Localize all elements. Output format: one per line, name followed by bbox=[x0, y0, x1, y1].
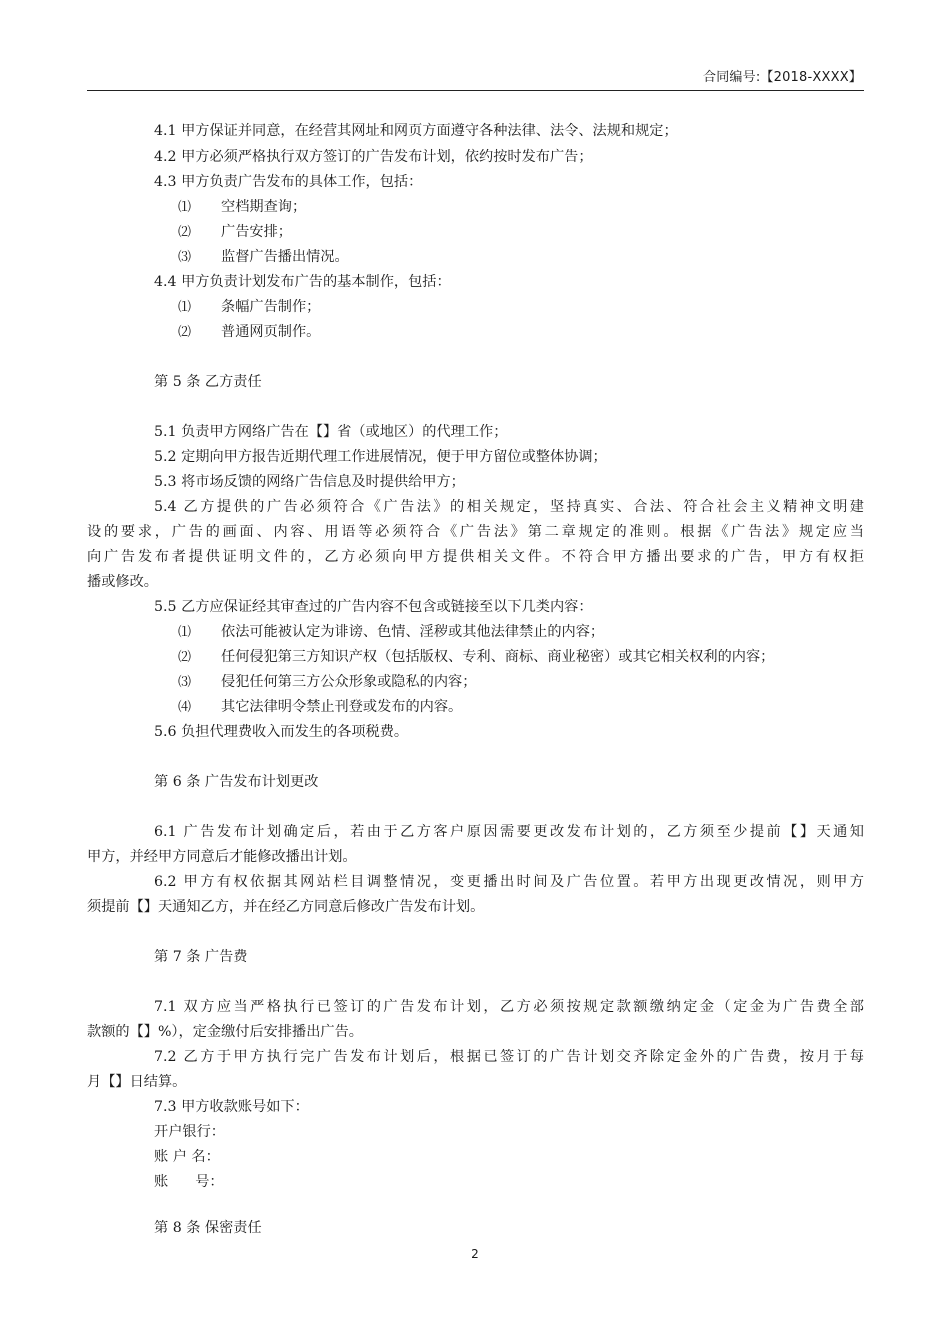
section-5-title: 第 5 条 乙方责任 bbox=[154, 374, 262, 390]
page-number: 2 bbox=[471, 1247, 479, 1261]
bank-label: 开户银行： bbox=[154, 1124, 225, 1140]
list-number: ⑵ bbox=[178, 225, 192, 240]
contract-number: 合同编号:【2018-XXXX】 bbox=[703, 70, 862, 85]
clause-7-1-line1: 7.1 双方应当严格执行已签订的广告发布计划，乙方必须按规定款额缴纳定金（定金为广告费全部 bbox=[154, 999, 864, 1015]
clause-4-3: 4.3 甲方负责广告发布的具体工作，包括： bbox=[154, 174, 423, 190]
list-item: 监督广告播出情况。 bbox=[221, 249, 349, 265]
clause-5-3: 5.3 将市场反馈的网络广告信息及时提供给甲方； bbox=[154, 474, 465, 490]
list-number: ⑶ bbox=[178, 250, 192, 265]
clause-7-2-line2: 月【】日结算。 bbox=[87, 1074, 187, 1090]
clause-6-2-line2: 须提前【】天通知乙方，并在经乙方同意后修改广告发布计划。 bbox=[87, 899, 485, 915]
list-item: 任何侵犯第三方知识产权（包括版权、专利、商标、商业秘密）或其它相关权利的内容； bbox=[221, 649, 775, 665]
account-number-label: 账 号： bbox=[154, 1174, 224, 1190]
list-number: ⑴ bbox=[178, 300, 192, 315]
list-item: 广告安排； bbox=[221, 224, 292, 240]
page-header bbox=[87, 66, 864, 91]
clause-4-2: 4.2 甲方必须严格执行双方签订的广告发布计划，依约按时发布广告； bbox=[154, 149, 593, 165]
list-item: 侵犯任何第三方公众形象或隐私的内容； bbox=[221, 674, 477, 690]
clause-6-2-line1: 6.2 甲方有权依据其网站栏目调整情况，变更播出时间及广告位置。若甲方出现更改情况，则甲方 bbox=[154, 874, 864, 890]
clause-4-4: 4.4 甲方负责计划发布广告的基本制作，包括： bbox=[154, 274, 451, 290]
section-8-title: 第 8 条 保密责任 bbox=[154, 1220, 262, 1236]
clause-5-4-line1: 5.4 乙方提供的广告必须符合《广告法》的相关规定，坚持真实、合法、符合社会主义精神文明建 bbox=[154, 499, 864, 515]
clause-5-1: 5.1 负责甲方网络广告在【】省（或地区）的代理工作； bbox=[154, 424, 508, 440]
clause-7-3: 7.3 甲方收款账号如下： bbox=[154, 1099, 309, 1115]
list-number: ⑴ bbox=[178, 200, 192, 215]
clause-5-6: 5.6 负担代理费收入而发生的各项税费。 bbox=[154, 724, 409, 740]
clause-6-1-line1: 6.1 广告发布计划确定后，若由于乙方客户原因需要更改发布计划的，乙方须至少提前【】天通知 bbox=[154, 824, 864, 840]
list-item: 条幅广告制作； bbox=[221, 299, 321, 315]
clause-7-1-line2: 款额的【】%），定金缴付后安排播出广告。 bbox=[87, 1024, 363, 1040]
clause-5-2: 5.2 定期向甲方报告近期代理工作进展情况，便于甲方留位或整体协调； bbox=[154, 449, 607, 465]
list-item: 普通网页制作。 bbox=[221, 324, 321, 340]
clause-5-4-line2: 设的要求，广告的画面、内容、用语等必须符合《广告法》第二章规定的准则。根据《广告法》规定应当 bbox=[87, 524, 864, 540]
section-6-title: 第 6 条 广告发布计划更改 bbox=[154, 774, 319, 790]
list-item: 空档期查询； bbox=[221, 199, 307, 215]
list-item: 其它法律明令禁止刊登或发布的内容。 bbox=[221, 699, 463, 715]
clause-4-1: 4.1 甲方保证并同意，在经营其网址和网页方面遵守各种法律、法令、法规和规定； bbox=[154, 123, 678, 139]
clause-5-4-line4: 播或修改。 bbox=[87, 574, 158, 590]
list-number: ⑴ bbox=[178, 625, 192, 640]
list-item: 依法可能被认定为诽谤、色情、淫秽或其他法律禁止的内容； bbox=[221, 624, 605, 640]
account-name-label: 账 户 名： bbox=[154, 1149, 220, 1165]
list-number: ⑷ bbox=[178, 700, 192, 715]
list-number: ⑵ bbox=[178, 325, 192, 340]
clause-5-4-line3: 向广告发布者提供证明文件的，乙方必须向甲方提供相关文件。不符合甲方播出要求的广告，甲方有权拒 bbox=[87, 549, 864, 565]
clause-5-5: 5.5 乙方应保证经其审查过的广告内容不包含或链接至以下几类内容： bbox=[154, 599, 593, 615]
section-7-title: 第 7 条 广告费 bbox=[154, 949, 248, 965]
clause-6-1-line2: 甲方，并经甲方同意后才能修改播出计划。 bbox=[87, 849, 357, 865]
clause-7-2-line1: 7.2 乙方于甲方执行完广告发布计划后，根据已签订的广告计划交齐除定金外的广告费，按月于每 bbox=[154, 1049, 864, 1065]
list-number: ⑵ bbox=[178, 650, 192, 665]
list-number: ⑶ bbox=[178, 675, 192, 690]
